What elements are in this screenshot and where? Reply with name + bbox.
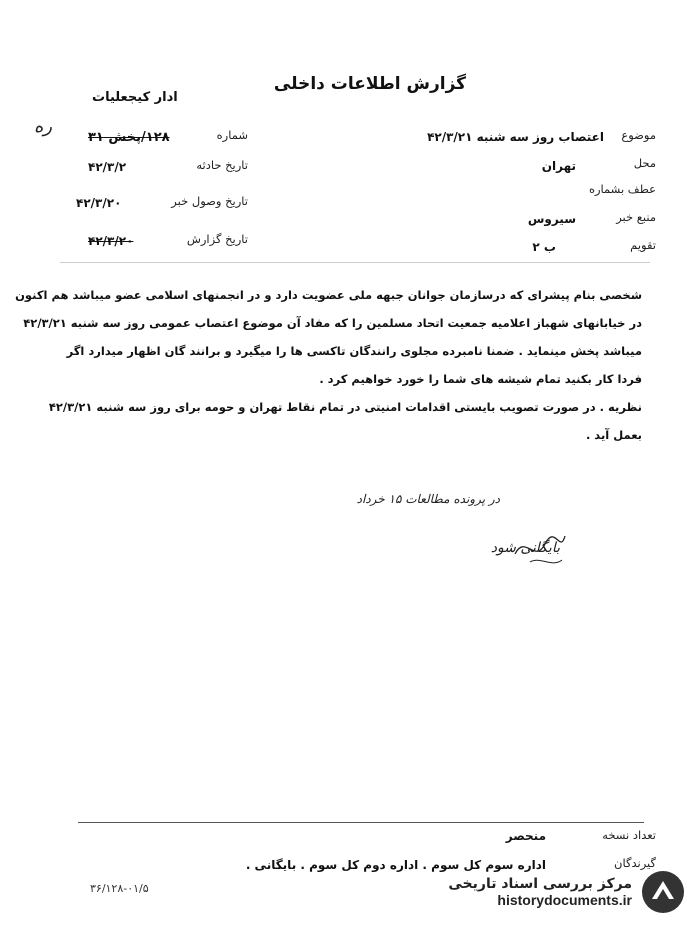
body-line-1: شخصی بنام پیشرای که درسازمان جوانان جبهه ملی عضویت دارد و در انجمنهای اسلامی عضو میباشد هم اکنون [15, 288, 642, 302]
copies-label: تعداد نسخه [602, 828, 656, 842]
field-label: موضوع [621, 128, 656, 142]
header-divider [60, 262, 650, 263]
watermark-en: historydocuments.ir [497, 892, 632, 908]
field-label: تاریخ حادثه [196, 158, 248, 172]
body-line-2: در خیابانهای شهباز اعلامیه جمعیت اتحاد مسلمین را که مفاد آن موضوع اعتصاب عمومی روز سه شنبه ۴۲/۳/۲۱ [23, 316, 642, 330]
field-label: شماره [216, 128, 248, 142]
field-value: تهران [541, 159, 576, 173]
field-value: سیروس [527, 212, 576, 226]
field-value: ۱۲۸/پخش ۳۱ [88, 130, 170, 145]
watermark [448, 869, 686, 915]
recipients-label: گیرندگان [614, 856, 656, 870]
reference-code: ۳۶/۱۲۸-۰۱/۵ [90, 882, 149, 895]
signature-scribble [510, 524, 570, 574]
recipients-value: اداره سوم کل سوم . اداره دوم کل سوم . بایگانی . [245, 858, 546, 872]
field-label: تاریخ گزارش [186, 232, 248, 246]
field-label: تاریخ وصول خبر [171, 194, 248, 208]
handwritten-note-file: در پرونده مطالعات ۱۵ خرداد [356, 492, 500, 506]
handwritten-mark: ره [34, 116, 53, 137]
opinion-line-1: نظریه . در صورت تصویب بایستی اقدامات امنیتی در تمام نقاط تهران و حومه برای روز سه شنبه ۴۲/۳/۲۱ [48, 400, 642, 414]
body-line-3: میباشد پخش مینماید . ضمنا نامبرده مجلوی رانندگان تاکسی ها را میگیرد و برانند گان اظهار میدارد اگر [66, 344, 642, 358]
handwritten-note-archive: بایگانی شود [490, 540, 560, 556]
field-value: اعتصاب روز سه شنبه ۴۲/۳/۲۱ [427, 130, 604, 144]
field-label: منبع خبر [616, 210, 656, 224]
field-label: عطف بشماره [588, 182, 656, 196]
field-label: تقویم [630, 238, 656, 252]
body-line-4: فردا کار بکنید تمام شیشه های شما را خورد خواهیم کرد . [319, 372, 642, 386]
field-value: ۴۲/۳/۲۰ [88, 234, 134, 248]
department-label: ادار کیجعلیات [92, 90, 178, 105]
report-title: گزارش اطلاعات داخلی [273, 74, 467, 94]
field-value: ب ۲ [532, 240, 556, 254]
watermark-text [448, 876, 632, 908]
field-value: ۴۲/۳/۲۰ [76, 196, 122, 210]
copies-value: منحصر [505, 829, 546, 843]
opinion-line-2: بعمل آید . [585, 428, 642, 442]
field-value: ۴۲/۳/۲ [88, 160, 127, 174]
watermark-logo-icon [640, 869, 686, 915]
footer-divider [78, 822, 644, 823]
watermark-fa: مرکز بررسی اسناد تاریخی [448, 876, 632, 892]
field-label: محل [633, 156, 656, 170]
